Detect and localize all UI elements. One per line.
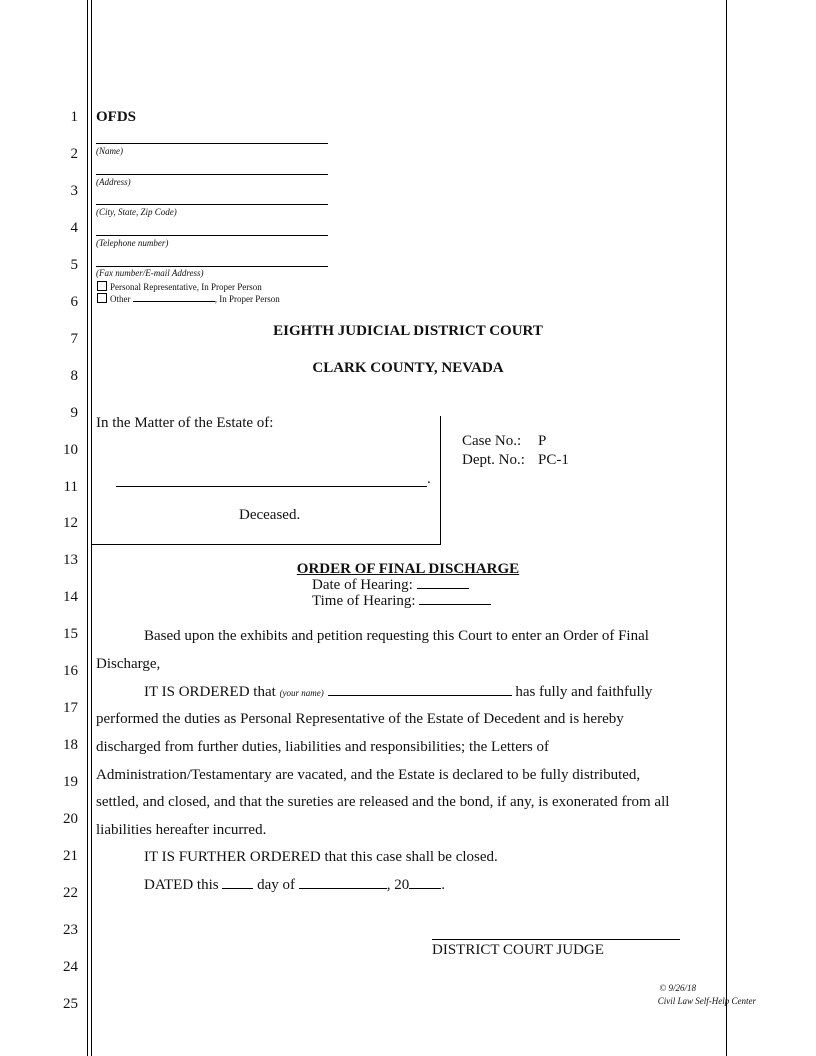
decedent-name-line <box>116 486 427 487</box>
caption-bottom-rule <box>91 544 441 545</box>
line-number: 13 <box>63 552 78 569</box>
dated-line <box>144 877 445 894</box>
dated-month-blank[interactable] <box>299 888 387 889</box>
dated-day-of: day of <box>257 877 295 893</box>
other-blank[interactable] <box>133 301 215 302</box>
para2-line2: performed the duties as Personal Representative of the Estate of Decedent and is hereby <box>96 711 624 727</box>
para1-line1: Based upon the exhibits and petition requesting this Court to enter an Order of Final <box>144 628 649 644</box>
order-title: ORDER OF FINAL DISCHARGE <box>296 561 520 577</box>
line-number: 4 <box>70 219 78 236</box>
fax-label: (Fax number/E-mail Address) <box>96 268 204 278</box>
date-of-hearing <box>312 577 469 594</box>
decedent-period: . <box>427 471 431 487</box>
help-center-credit: Civil Law Self-Help Center <box>657 996 756 1006</box>
option-other[interactable] <box>97 293 280 304</box>
line-number: 25 <box>63 995 78 1012</box>
city-label: (City, State, Zip Code) <box>96 207 177 217</box>
form-code: OFDS <box>96 109 137 125</box>
line-number: 8 <box>70 367 78 384</box>
address-label: (Address) <box>96 177 131 187</box>
personal-rep-label: Personal Representative, In Proper Person <box>110 282 262 292</box>
revision-date: © 9/26/18 <box>659 983 696 993</box>
line-number: 2 <box>70 145 78 162</box>
name-line <box>96 143 328 144</box>
line-number: 10 <box>63 441 78 458</box>
line-number: 23 <box>63 921 78 938</box>
your-name-hint: (your name) <box>279 688 324 698</box>
time-of-hearing-blank[interactable] <box>419 604 491 605</box>
line-number: 21 <box>63 848 78 864</box>
date-of-hearing-blank[interactable] <box>417 588 469 589</box>
other-suffix: , In Proper Person <box>214 294 280 304</box>
line-number: 12 <box>63 515 78 532</box>
line-number: 7 <box>70 330 78 347</box>
dept-no-label: Dept. No.: <box>462 452 525 468</box>
line-number: 18 <box>63 737 78 754</box>
dated-label: DATED this <box>144 877 219 893</box>
date-of-hearing-label: Date of Hearing: <box>312 577 413 593</box>
personal-rep-checkbox[interactable] <box>97 281 107 291</box>
dated-day-blank[interactable] <box>222 888 253 889</box>
line-number: 6 <box>70 293 78 310</box>
your-name-blank[interactable] <box>328 695 512 696</box>
line-number: 11 <box>63 478 78 495</box>
dept-no-value: PC-1 <box>538 452 569 468</box>
time-of-hearing-label: Time of Hearing: <box>312 593 416 609</box>
dated-year-prefix: , 20 <box>386 877 410 893</box>
para3: IT IS FURTHER ORDERED that this case shall be closed. <box>144 849 498 865</box>
dated-year-blank[interactable] <box>409 888 441 889</box>
name-label: (Name) <box>96 146 123 156</box>
line-number: 1 <box>70 109 78 125</box>
case-no-value: P <box>538 433 547 449</box>
court-county: CLARK COUNTY, NEVADA <box>312 360 504 376</box>
para2-line5: settled, and closed, and that the sureties are released and the bond, if any, is exonerated from all <box>96 794 670 810</box>
line-number: 9 <box>70 404 78 421</box>
para2-line3: discharged from further duties, liabilities and responsibilities; the Letters of <box>96 739 549 755</box>
phone-line <box>96 235 328 236</box>
matter-text: In the Matter of the Estate of: <box>96 415 274 431</box>
phone-label: (Telephone number) <box>96 238 169 248</box>
judge-label: DISTRICT COURT JUDGE <box>432 942 604 958</box>
line-number: 19 <box>63 774 78 791</box>
line-number: 3 <box>70 182 78 199</box>
line-number: 17 <box>63 700 78 717</box>
caption-divider <box>440 416 441 544</box>
line-number: 15 <box>63 626 78 643</box>
left-margin-rule-inner <box>91 0 92 1056</box>
para2-line6: liabilities hereafter incurred. <box>96 822 267 838</box>
para1-line2: Discharge, <box>96 656 161 672</box>
dated-period: . <box>441 877 445 893</box>
city-line <box>96 204 328 205</box>
left-margin-rule-outer <box>87 0 88 1056</box>
time-of-hearing <box>312 593 491 610</box>
option-personal-rep[interactable] <box>97 281 262 292</box>
line-number: 14 <box>63 589 78 606</box>
line-number: 24 <box>63 958 78 975</box>
judge-signature-line <box>432 939 680 940</box>
para2-prefix: IT IS ORDERED that <box>144 684 276 700</box>
para2-suffix: has fully and faithfully <box>515 684 653 700</box>
right-margin-rule <box>726 0 727 1056</box>
address-line <box>96 174 328 175</box>
line-number: 22 <box>63 884 78 901</box>
other-prefix: Other <box>110 294 131 304</box>
para2-line4: Administration/Testamentary are vacated, and the Estate is declared to be fully distributed, <box>96 767 641 783</box>
line-number: 5 <box>70 256 78 273</box>
other-checkbox[interactable] <box>97 293 107 303</box>
court-name: EIGHTH JUDICIAL DISTRICT COURT <box>273 323 543 339</box>
fax-line <box>96 266 328 267</box>
para2-line1 <box>144 684 652 701</box>
line-number: 16 <box>63 663 78 680</box>
deceased-text: Deceased. <box>239 507 301 523</box>
line-number: 20 <box>63 811 78 828</box>
case-no-label: Case No.: <box>462 433 522 449</box>
